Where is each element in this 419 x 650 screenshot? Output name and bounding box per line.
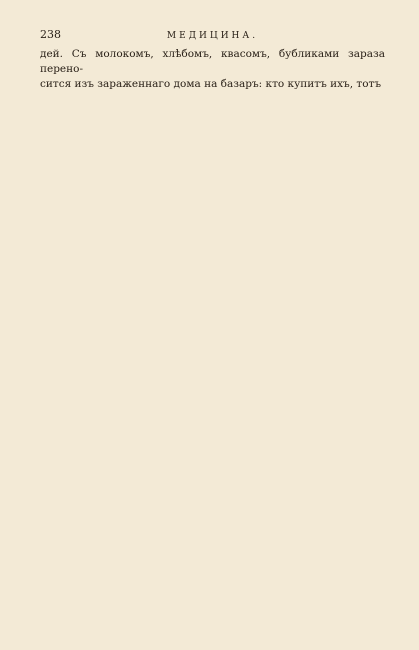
page-header: [40, 28, 385, 41]
body-text: [40, 47, 385, 92]
page-number: 238: [40, 28, 61, 41]
text-line: сится изъ зараженнаго дома на базаръ: кто купитъ ихъ, тотъ: [40, 78, 382, 90]
running-head: МЕДИЦИНА.: [166, 31, 259, 41]
text-line: дей. Съ молокомъ, хлѣбомъ, квасомъ, бубликами зараза перено-: [40, 48, 385, 75]
